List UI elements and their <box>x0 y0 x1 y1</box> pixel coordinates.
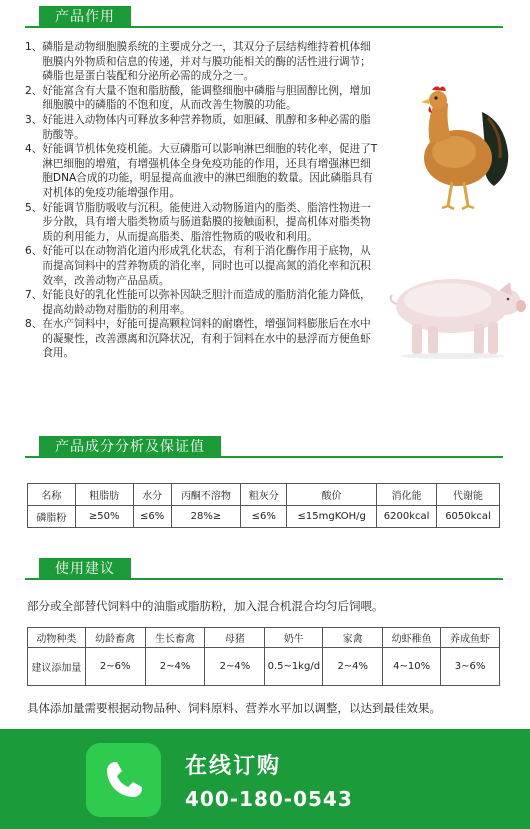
table-header-cell: 家禽 <box>323 628 383 648</box>
table-header-cell: 粗脂肪 <box>75 484 133 506</box>
table-cell: 2~4% <box>323 648 383 686</box>
table-header-row <box>28 628 500 648</box>
table-header-cell: 幼龄畜禽 <box>85 628 145 648</box>
analysis-table <box>27 483 500 528</box>
function-item: 2、 好能富含有大量不饱和脂肪酸，能调整细胞中磷脂与胆固醇比例，增加细胞膜中的磷脂的不饱和度，从而改善生物膜的功能。 <box>25 84 371 112</box>
table-row <box>28 506 500 528</box>
table-header-cell: 动物种类 <box>28 628 86 648</box>
table-cell: 28%≥ <box>171 506 241 528</box>
table-cell: 0.5~1kg/d <box>265 648 323 686</box>
order-banner[interactable] <box>0 729 530 829</box>
pig-image <box>382 262 528 362</box>
order-phone-number[interactable]: 400-180-0543 <box>185 787 353 811</box>
function-item: 1、 磷脂是动物细胞膜系统的主要成分之一，其双分子层结构维持着机体细胞膜内外物质和信息的传递，并对与膜功能相关的酶的活性进行调节；磷脂也是蛋白装配和分泌所必需的成分之一。 <box>25 41 371 83</box>
table-cell: 6050kcal <box>437 506 500 528</box>
usage-section-header <box>25 558 503 580</box>
table-cell: 2~4% <box>145 648 205 686</box>
table-cell: ≥50% <box>75 506 133 528</box>
table-header-cell: 水分 <box>133 484 171 506</box>
table-cell: ≤15mgKOH/g <box>287 506 377 528</box>
table-cell: 磷脂粉 <box>28 506 76 528</box>
function-section-title: 产品作用 <box>39 6 131 28</box>
table-header-cell: 母猪 <box>205 628 265 648</box>
table-cell: 2~4% <box>205 648 265 686</box>
function-item: 4、 好能调节机体免疫机能。大豆磷脂可以影响淋巴细胞的转化率，促进了T淋巴细胞的增殖，有增强机体全身免疫功能的作用，还具有增强淋巴细胞DNA合成的功能，明显提高血液中的淋巴细胞的数量。因此磷脂具有对机体的免疫功能增强作用。 <box>25 143 378 199</box>
table-header-cell: 名称 <box>28 484 76 506</box>
table-cell: 2~6% <box>85 648 145 686</box>
function-item: 8、 在水产饲料中，好能可提高颗粒饲料的耐磨性，增强饲料膨胀后在水中的凝聚性，改善漂离和沉降状况，有利于饲料在水中的悬浮而方便鱼虾食用。 <box>25 318 371 360</box>
function-item: 6、 好能可以在动物消化道内形成乳化状态，有利于消化酶作用于底物，从而提高饲料中的营养物质的消化率，同时也可以提高氮的消化率和沉积效率，改善动物产品品质。 <box>25 245 371 287</box>
chicken-image <box>412 82 512 222</box>
table-cell: 3~6% <box>441 648 500 686</box>
table-header-cell: 代谢能 <box>437 484 500 506</box>
analysis-section-title: 产品成分分析及保证值 <box>39 436 221 458</box>
table-header-cell: 粗灰分 <box>241 484 287 506</box>
table-header-cell: 养成鱼虾 <box>441 628 500 648</box>
table-header-cell: 酸价 <box>287 484 377 506</box>
phone-icon[interactable] <box>86 743 161 817</box>
table-cell: 4~10% <box>383 648 441 686</box>
usage-table <box>27 627 500 686</box>
table-header-row <box>28 484 500 506</box>
function-item: 3、 好能进入动物体内可释放多种营养物质，如胆碱、肌醇和多种必需的脂肪酸等。 <box>25 113 371 141</box>
table-row-label: 建议添加量 <box>28 648 86 686</box>
table-cell: ≤6% <box>241 506 287 528</box>
table-cell: 6200kcal <box>377 506 437 528</box>
analysis-section-header <box>25 436 503 458</box>
table-header-cell: 丙酮不溶物 <box>171 484 241 506</box>
phone-icon-glyph <box>101 757 147 803</box>
usage-section-title: 使用建议 <box>39 558 131 580</box>
order-online-title: 在线订购 <box>185 754 282 779</box>
table-header-cell: 消化能 <box>377 484 437 506</box>
usage-note: 具体添加量需要根据动物品种、饲料原料、营养水平加以调整，以达到最佳效果。 <box>27 701 441 715</box>
function-item: 7、 好能良好的乳化性能可以弥补因缺乏胆汁而造成的脂肪消化能力降低，提高幼龄动物对脂肪的利用率。 <box>25 289 371 316</box>
table-header-cell: 奶牛 <box>265 628 323 648</box>
function-list <box>25 40 381 361</box>
table-header-cell: 生长畜禽 <box>145 628 205 648</box>
table-cell: ≤6% <box>133 506 171 528</box>
table-row <box>28 648 500 686</box>
function-item: 5、 好能调节脂肪吸收与沉积。能使进入动物肠道内的脂类、脂溶性物进一步分散，具有增大脂类物质与肠道黏膜的接触面积，提高机体对脂类物质的利用能力，从而提高脂类、脂溶性物质的吸收和利用。 <box>25 201 371 243</box>
function-section-header <box>25 6 503 28</box>
table-header-cell: 幼虾稚鱼 <box>383 628 441 648</box>
usage-intro: 部分或全部替代饲料中的油脂或脂肪粉，加入混合机混合均匀后饲喂。 <box>27 599 384 613</box>
